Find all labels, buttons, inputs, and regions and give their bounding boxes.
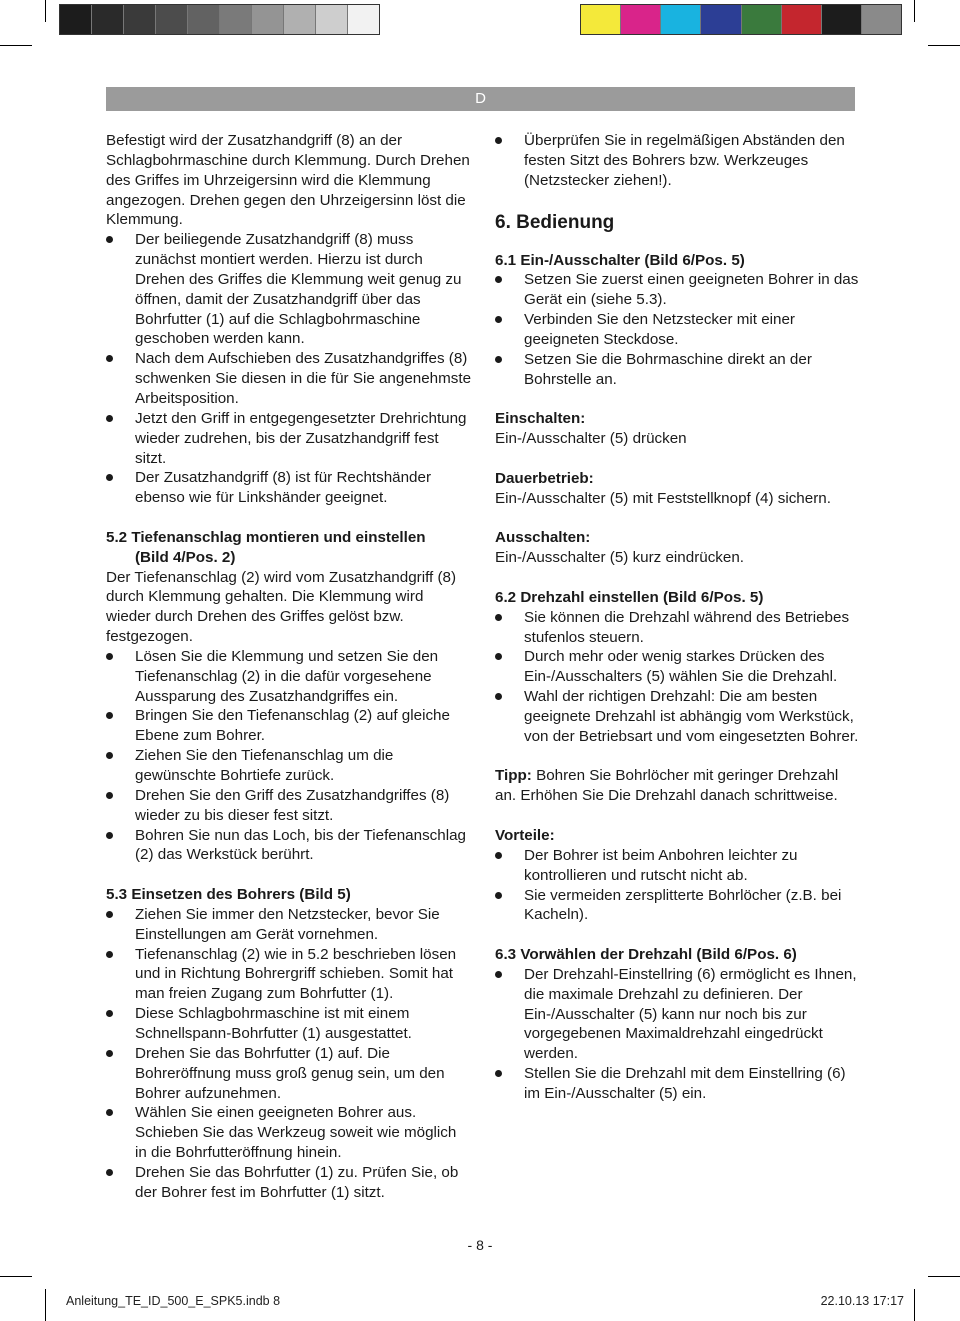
list-item: Sie vermeiden zersplitterte Bohrlöcher (z.B. bei Kacheln). (495, 886, 861, 926)
crop-mark (914, 1289, 915, 1321)
list-item: Diese Schlagbohrmaschine ist mit einem Schnellspann-Bohrfutter (1) ausgestattet. (106, 1004, 472, 1044)
continuous-mode-text: Ein-/Ausschalter (5) mit Feststellknopf (4) sichern. (495, 489, 831, 507)
section-intro: Der Tiefenanschlag (2) wird vom Zusatzhandgriff (8) durch Klemmung gehalten. Die Klemmung wird wieder durch Drehen des Griffes gelöst bzw. festgezogen. (106, 568, 457, 646)
tip-paragraph (495, 766, 861, 806)
section-heading: 5.3 Einsetzen des Bohrers (Bild 5) (106, 886, 351, 904)
intro-paragraph: Befestigt wird der Zusatzhandgriff (8) an der Schlagbohrmaschine durch Klemmung. Durch Drehen des Griffes im Uhrzeigersinn wird die Klemmung angezogen. Drehen gegen den Uhrzeigersinn löst die Klemmung. (106, 132, 470, 229)
cmyk-color-bar (580, 4, 902, 35)
page-number: - 8 - (467, 1237, 493, 1253)
bullet-icon (495, 892, 502, 899)
bullet-icon (495, 276, 502, 283)
bullet-icon (495, 852, 502, 859)
continuous-mode-label: Dauerbetrieb: (495, 469, 594, 487)
list-item: Überprüfen Sie in regelmäßigen Abständen den festen Sitzt des Bohrers bzw. Werkzeuges (Netzstecker ziehen!). (495, 131, 861, 191)
advantages-label: Vorteile: (495, 827, 555, 844)
tip-label: Tipp: (495, 767, 532, 785)
color-swatch (661, 5, 701, 34)
file-slug: Anleitung_TE_ID_500_E_SPK5.indb 8 (66, 1294, 281, 1308)
gray-swatch (188, 5, 220, 34)
list-item: Bohren Sie nun das Loch, bis der Tiefenanschlag (2) das Werkstück berührt. (106, 826, 472, 866)
language-header-bar (106, 87, 855, 111)
gray-swatch (348, 5, 379, 34)
crop-mark (45, 0, 46, 22)
section-heading: 6.1 Ein-/Ausschalter (Bild 6/Pos. 5) (495, 251, 745, 269)
bullet-icon (106, 832, 113, 839)
color-swatch (742, 5, 782, 34)
bullet-icon (495, 356, 502, 363)
list-item: Lösen Sie die Klemmung und setzen Sie den Tiefenanschlag (2) in die dafür vorgesehene Aussparung des Zusatzhandgriffes ein. (106, 647, 472, 707)
switch-off-label: Ausschalten: (495, 529, 591, 547)
date-time-slug: 22.10.13 17:17 (820, 1294, 904, 1308)
bullet-icon (495, 693, 502, 700)
bullet-icon (106, 1169, 113, 1176)
list-item: Der Zusatzhandgriff (8) ist für Rechtshänder ebenso wie für Linkshänder geeignet. (106, 468, 472, 508)
bullet-icon (106, 1010, 113, 1017)
list-item: Wahl der richtigen Drehzahl: Die am besten geeignete Drehzahl ist abhängig vom Werkstück, von der Betriebsart und vom eingesetzten Bohrer. (495, 687, 861, 747)
list-item: Stellen Sie die Drehzahl mit dem Einstellring (6) im Ein-/Ausschalter (5) ein. (495, 1064, 861, 1104)
list-item: Setzen Sie zuerst einen geeigneten Bohrer in das Gerät ein (siehe 5.3). (495, 270, 861, 310)
bullet-icon (106, 911, 113, 918)
bullet-icon (106, 951, 113, 958)
list-item: Drehen Sie das Bohrfutter (1) auf. Die Bohreröffnung muss groß genug sein, um den Bohrer aufzunehmen. (106, 1044, 472, 1104)
list-item: Der beiliegende Zusatzhandgriff (8) muss zunächst montiert werden. Hierzu ist durch Drehen des Griffes die Klemmung weit genug zu öffnen, damit der Zusatzhandgriff über das Bohrfutter (1) auf die Schlagbohrmaschine geschoben werden kann. (106, 230, 472, 349)
switch-on-text: Ein-/Ausschalter (5) drücken (495, 430, 687, 448)
section-heading: 6.2 Drehzahl einstellen (Bild 6/Pos. 5) (495, 588, 764, 606)
gray-swatch (124, 5, 156, 34)
right-column (495, 131, 861, 1104)
list-item: Sie können die Drehzahl während des Betriebes stufenlos steuern. (495, 608, 861, 648)
color-swatch (621, 5, 661, 34)
list-item: Verbinden Sie den Netzstecker mit einer geeigneten Steckdose. (495, 310, 861, 350)
bullet-icon (495, 614, 502, 621)
list-item: Durch mehr oder wenig starkes Drücken des Ein-/Ausschalters (5) wählen Sie die Drehzahl. (495, 647, 861, 687)
color-swatch (701, 5, 741, 34)
list-item: Jetzt den Griff in entgegengesetzter Drehrichtung wieder zudrehen, bis der Zusatzhandgriff fest sitzt. (106, 409, 472, 469)
bullet-icon (495, 653, 502, 660)
color-swatch (782, 5, 822, 34)
gray-swatch (252, 5, 284, 34)
gray-swatch (220, 5, 252, 34)
bullet-icon (106, 752, 113, 759)
color-swatch (581, 5, 621, 34)
crop-mark (928, 45, 960, 46)
bullet-icon (495, 316, 502, 323)
color-swatch (862, 5, 901, 34)
bullet-icon (106, 236, 113, 243)
left-column (106, 131, 472, 1203)
list-item: Wählen Sie einen geeigneten Bohrer aus. Schieben Sie das Werkzeug soweit wie möglich in die Bohrfutteröffnung hinein. (106, 1103, 472, 1163)
grayscale-color-bar (59, 4, 380, 35)
bullet-icon (495, 1070, 502, 1077)
color-swatch (822, 5, 862, 34)
tip-text: Bohren Sie Bohrlöcher mit geringer Drehzahl an. Erhöhen Sie Die Drehzahl danach schrittweise. (495, 767, 839, 805)
crop-mark (914, 0, 915, 22)
bullet-icon (495, 137, 502, 144)
switch-on-label: Einschalten: (495, 410, 586, 428)
bullet-icon (106, 1109, 113, 1116)
bullet-icon (106, 1050, 113, 1057)
switch-off-text: Ein-/Ausschalter (5) kurz eindrücken. (495, 549, 745, 567)
section-heading-continued: (Bild 4/Pos. 2) (135, 548, 236, 566)
section-heading: 6.3 Vorwählen der Drehzahl (Bild 6/Pos. 6) (495, 946, 797, 964)
bullet-icon (106, 653, 113, 660)
bullet-icon (106, 355, 113, 362)
gray-swatch (316, 5, 348, 34)
language-code: D (475, 90, 486, 107)
list-item: Der Drehzahl-Einstellring (6) ermöglicht es Ihnen, die maximale Drehzahl zu definieren. Der Ein-/Ausschalter (5) kann nur noch bis zur vorgegebenen Maximaldrehzahl eingedrückt werden. (495, 965, 861, 1064)
list-item: Nach dem Aufschieben des Zusatzhandgriffes (8) schwenken Sie diesen in die für Sie angenehmste Arbeitsposition. (106, 349, 472, 409)
crop-mark (45, 1289, 46, 1321)
crop-mark (0, 45, 32, 46)
list-item: Ziehen Sie den Tiefenanschlag um die gewünschte Bohrtiefe zurück. (106, 746, 472, 786)
bullet-icon (106, 712, 113, 719)
list-item: Ziehen Sie immer den Netzstecker, bevor Sie Einstellungen am Gerät vornehmen. (106, 905, 472, 945)
chapter-heading: 6. Bedienung (495, 211, 615, 233)
bullet-icon (495, 971, 502, 978)
crop-mark (0, 1276, 32, 1277)
gray-swatch (284, 5, 316, 34)
list-item: Setzen Sie die Bohrmaschine direkt an der Bohrstelle an. (495, 350, 861, 390)
list-item: Drehen Sie den Griff des Zusatzhandgriffes (8) wieder zu bis dieser fest sitzt. (106, 786, 472, 826)
gray-swatch (92, 5, 124, 34)
crop-mark (928, 1276, 960, 1277)
gray-swatch (156, 5, 188, 34)
gray-swatch (60, 5, 92, 34)
bullet-icon (106, 792, 113, 799)
bullet-icon (106, 415, 113, 422)
list-item: Der Bohrer ist beim Anbohren leichter zu kontrollieren und rutscht nicht ab. (495, 846, 861, 886)
list-item: Bringen Sie den Tiefenanschlag (2) auf gleiche Ebene zum Bohrer. (106, 706, 472, 746)
bullet-icon (106, 474, 113, 481)
section-heading: 5.2 Tiefenanschlag montieren und einstellen (106, 528, 426, 546)
list-item: Drehen Sie das Bohrfutter (1) zu. Prüfen Sie, ob der Bohrer fest im Bohrfutter (1) sitzt. (106, 1163, 472, 1203)
list-item: Tiefenanschlag (2) wie in 5.2 beschrieben lösen und in Richtung Bohrergriff schieben. Somit hat man freien Zugang zum Bohrfutter (1). (106, 945, 472, 1005)
